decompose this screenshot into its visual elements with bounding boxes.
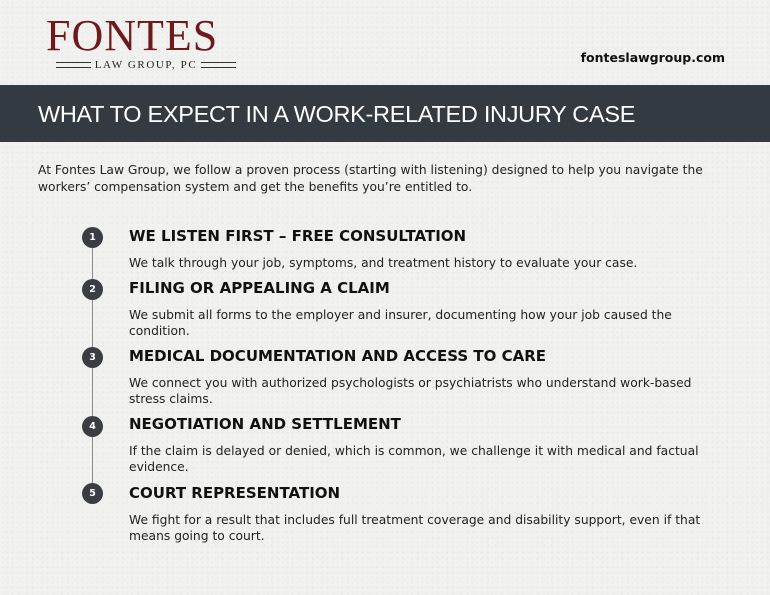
step-5-number-badge: 5 bbox=[82, 483, 103, 504]
step-2-title: FILING OR APPEALING A CLAIM bbox=[129, 279, 390, 297]
step-4-description: If the claim is delayed or denied, which is common, we challenge it with medical and factual evidence. bbox=[129, 444, 699, 474]
step-1-description: We talk through your job, symptoms, and treatment history to evaluate your case. bbox=[129, 256, 638, 270]
step-4-number-badge: 4 bbox=[82, 416, 103, 437]
logo-rule-right bbox=[201, 62, 236, 68]
logo bbox=[46, 11, 246, 71]
intro-paragraph: At Fontes Law Group, we follow a proven process (starting with listening) designed to help you navigate the workers’ compensation system and get the benefits you’re entitled to. bbox=[38, 163, 703, 194]
step-3-number-badge: 3 bbox=[82, 347, 103, 368]
logo-rule-left bbox=[56, 62, 91, 68]
step-4-title: NEGOTIATION AND SETTLEMENT bbox=[129, 415, 401, 433]
step-1-number-badge: 1 bbox=[82, 227, 103, 248]
page-title: WHAT TO EXPECT IN A WORK-RELATED INJURY CASE bbox=[38, 101, 636, 127]
title-banner bbox=[0, 85, 770, 142]
step-2-number-badge: 2 bbox=[82, 279, 103, 300]
logo-subtitle: LAW GROUP, PC bbox=[94, 59, 198, 71]
step-5-title: COURT REPRESENTATION bbox=[129, 484, 341, 502]
step-3-title: MEDICAL DOCUMENTATION AND ACCESS TO CARE bbox=[129, 347, 547, 365]
website-link[interactable]: fonteslawgroup.com bbox=[580, 50, 725, 65]
step-1-title: WE LISTEN FIRST – FREE CONSULTATION bbox=[129, 227, 467, 245]
logo-subline bbox=[56, 59, 236, 71]
step-2-description: We submit all forms to the employer and insurer, documenting how your job caused the condition. bbox=[129, 308, 672, 338]
step-3-description: We connect you with authorized psychologists or psychiatrists who understand work-based stress claims. bbox=[129, 376, 692, 406]
step-5-description: We fight for a result that includes full treatment coverage and disability support, even if that means going to court. bbox=[129, 513, 701, 543]
logo-wordmark: FONTES bbox=[46, 11, 219, 60]
